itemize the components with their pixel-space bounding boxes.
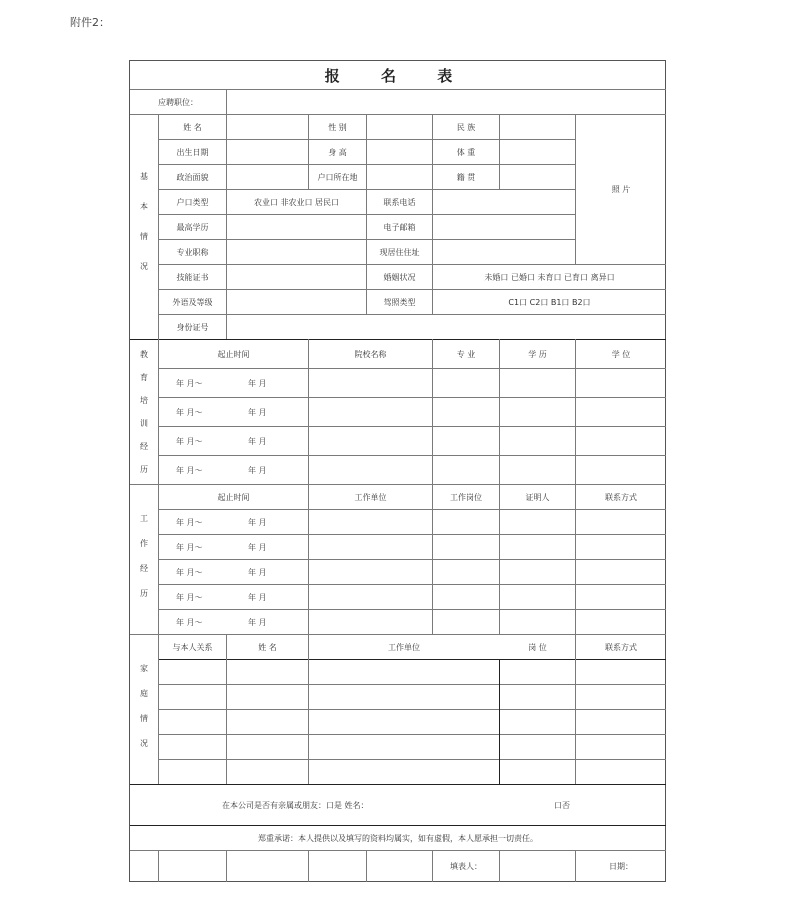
rule bbox=[158, 455, 666, 456]
edu-row-end: 年 月 bbox=[248, 436, 267, 446]
rule bbox=[226, 850, 227, 882]
edu-row-end: 年 月 bbox=[248, 465, 267, 475]
relatives-question: 在本公司是否有亲属或朋友：口是 姓名： bbox=[222, 800, 369, 810]
rule bbox=[158, 734, 666, 735]
family-section-label: 家 庭 情 况 bbox=[140, 664, 148, 748]
rule bbox=[308, 850, 309, 882]
work-header-referee: 证明人 bbox=[525, 492, 550, 502]
form-title: 报 名 表 bbox=[324, 66, 471, 85]
work-header-company: 工作单位 bbox=[354, 492, 387, 502]
rule bbox=[158, 509, 666, 510]
license-options[interactable]: C1口 C2口 B1口 B2口 bbox=[508, 297, 591, 307]
work-section-label: 工 作 经 历 bbox=[140, 514, 148, 598]
rule bbox=[158, 609, 666, 610]
annex-label: 附件2： bbox=[70, 16, 110, 29]
work-row-start: 年 月～ bbox=[176, 567, 203, 577]
position-field[interactable] bbox=[227, 90, 666, 114]
title-label: 专业职称 bbox=[176, 247, 209, 257]
family-header-name: 姓 名 bbox=[258, 642, 277, 652]
email-label: 电子邮箱 bbox=[383, 222, 416, 232]
edu-row-start: 年 月～ bbox=[176, 378, 203, 388]
rule bbox=[158, 684, 666, 685]
rule bbox=[158, 314, 666, 315]
rule bbox=[366, 114, 367, 189]
work-header-time: 起止时间 bbox=[217, 492, 250, 502]
rule bbox=[130, 784, 666, 785]
family-header-position: 岗 位 bbox=[528, 642, 547, 652]
rule bbox=[499, 114, 500, 189]
relatives-no-option[interactable]: 口否 bbox=[554, 800, 570, 810]
ethnicity-label: 民 族 bbox=[456, 122, 476, 132]
registration-form bbox=[129, 60, 666, 882]
rule bbox=[499, 850, 500, 882]
rule bbox=[158, 397, 666, 398]
work-row-start: 年 月～ bbox=[176, 542, 203, 552]
phone-label: 联系电话 bbox=[383, 197, 416, 207]
work-header-position: 工作岗位 bbox=[450, 492, 482, 502]
certs-label: 技能证书 bbox=[176, 272, 209, 282]
work-row-end: 年 月 bbox=[248, 542, 267, 552]
work-row-end: 年 月 bbox=[248, 592, 267, 602]
edu-header-school: 院校名称 bbox=[354, 349, 387, 359]
rule bbox=[158, 850, 159, 882]
edu-header-time: 起止时间 bbox=[217, 349, 250, 359]
edu-row-start: 年 月～ bbox=[176, 465, 203, 475]
work-row-end: 年 月 bbox=[248, 617, 267, 627]
native-place-label: 籍 贯 bbox=[456, 172, 476, 182]
rule bbox=[575, 339, 576, 784]
rule bbox=[158, 368, 666, 369]
work-header-contact: 联系方式 bbox=[605, 492, 637, 502]
work-row-start: 年 月～ bbox=[176, 617, 203, 627]
work-row-end: 年 月 bbox=[248, 517, 267, 527]
photo-box: 照 片 bbox=[611, 185, 631, 194]
rule bbox=[226, 114, 227, 339]
edu-header-title: 学 位 bbox=[611, 349, 631, 359]
rule bbox=[158, 559, 666, 560]
hukou-place-label: 户口所在地 bbox=[317, 172, 358, 182]
education-label: 最高学历 bbox=[176, 222, 209, 232]
weight-label: 体 重 bbox=[456, 147, 476, 157]
family-header-company: 工作单位 bbox=[388, 642, 420, 652]
license-label: 驾照类型 bbox=[383, 297, 416, 307]
work-row-start: 年 月～ bbox=[176, 592, 203, 602]
politics-label: 政治面貌 bbox=[176, 172, 209, 182]
rule bbox=[158, 426, 666, 427]
rule bbox=[158, 584, 666, 585]
birth-label: 出生日期 bbox=[176, 147, 209, 157]
marital-options[interactable]: 未婚口 已婚口 未育口 已育口 离异口 bbox=[484, 272, 615, 282]
rule bbox=[158, 659, 666, 660]
family-header-relation: 与本人关系 bbox=[172, 642, 213, 652]
rule bbox=[158, 709, 666, 710]
date-label: 日期： bbox=[609, 862, 633, 871]
work-row-end: 年 月 bbox=[248, 567, 267, 577]
rule bbox=[158, 534, 666, 535]
basic-section-label: 基 本 情 况 bbox=[140, 171, 148, 271]
edu-row-start: 年 月～ bbox=[176, 436, 203, 446]
rule bbox=[308, 339, 309, 784]
edu-row-start: 年 月～ bbox=[176, 407, 203, 417]
height-label: 身 高 bbox=[328, 147, 347, 157]
rule bbox=[366, 850, 367, 882]
edu-row-end: 年 月 bbox=[248, 378, 267, 388]
work-row-start: 年 月～ bbox=[176, 517, 203, 527]
name-label: 姓 名 bbox=[183, 122, 202, 132]
hukou-type-label: 户口类型 bbox=[176, 197, 209, 207]
edu-row-end: 年 月 bbox=[248, 407, 267, 417]
education-section-label: 教 育 培 训 经 历 bbox=[140, 350, 148, 474]
language-label: 外语及等级 bbox=[172, 297, 213, 307]
id-label: 身份证号 bbox=[176, 322, 209, 332]
pledge-text: 郑重承诺：本人提供以及填写的资料均属实，如有虚假，本人愿承担一切责任。 bbox=[258, 833, 538, 843]
position-label: 应聘职位： bbox=[158, 97, 198, 107]
filler-label: 填表人： bbox=[450, 862, 482, 871]
marital-label: 婚姻状况 bbox=[383, 272, 416, 282]
hukou-type-options[interactable]: 农业口 非农业口 居民口 bbox=[253, 197, 340, 207]
gender-label: 性 别 bbox=[328, 122, 347, 132]
edu-header-major: 专 业 bbox=[456, 349, 476, 359]
family-header-contact: 联系方式 bbox=[605, 642, 637, 652]
edu-header-degree: 学 历 bbox=[528, 349, 547, 359]
rule bbox=[499, 659, 500, 784]
rule bbox=[158, 759, 666, 760]
address-label: 现居住住址 bbox=[379, 247, 420, 257]
